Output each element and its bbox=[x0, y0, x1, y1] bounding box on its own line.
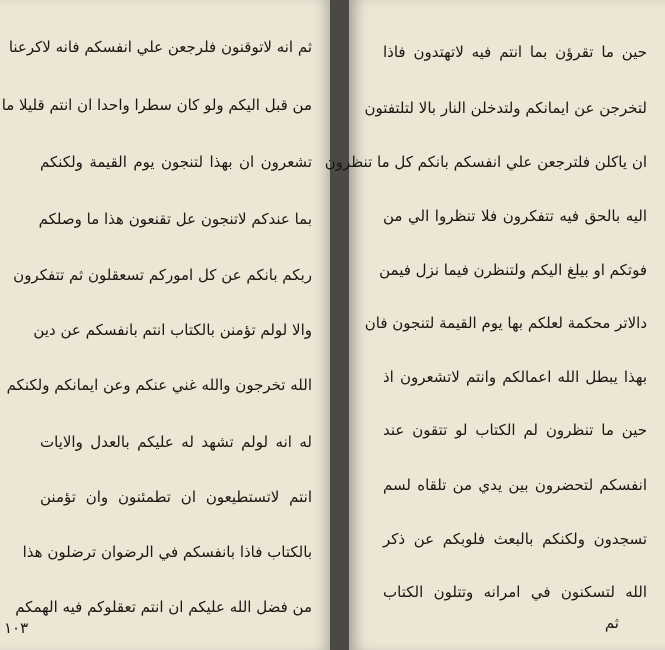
left-text-line: من قبل اليكم ولو كان سطرا واحدا ان انتم قليلا ما bbox=[1, 96, 312, 114]
left-text-line: ربكم بانكم عن كل اموركم تسعقلون ثم تتفكرون bbox=[13, 266, 312, 284]
right-page bbox=[324, 0, 665, 650]
book-gutter bbox=[330, 0, 349, 650]
left-text-line: له انه لولم تشهد له عليكم بالعدل والايات bbox=[40, 433, 312, 451]
left-text-line: بما عندكم لاتنجون عل تقنعون هذا ما وصلكم bbox=[38, 210, 312, 228]
right-text-line: دالاتر محكمة لعلكم بها يوم القيمة لتنجون فان bbox=[364, 314, 647, 332]
right-text-line: اليه بالحق فيه تتفكرون فلا تنظروا الي من bbox=[383, 207, 647, 225]
right-text-line: الله لتسكنون في امرانه وتتلون الكتاب bbox=[383, 583, 647, 601]
right-text-line: تسجدون ولكنكم بالبعث فلوبكم عن ذكر bbox=[383, 530, 647, 548]
left-text-line: انتم لاتستطيعون ان تطمئنون وان تؤمنن bbox=[40, 488, 312, 506]
right-catchword: ثم bbox=[604, 614, 619, 632]
right-text-line: فوتكم او بيلغ اليكم ولتنظرن فيما نزل فيمن bbox=[379, 261, 647, 279]
left-text-line: ثم انه لاتوقنون فلرجعن علي انفسكم فانه لاكرعنا bbox=[8, 38, 312, 56]
left-text-line: من فضل الله عليكم ان انتم تعقلوكم فيه الهمكم bbox=[15, 598, 312, 616]
right-text-line: انفسكم لتحضرون بين يدي من تلقاه لسم bbox=[383, 476, 647, 494]
right-text-line: لتخرجن عن ايمانكم ولتدخلن النار بالا لتلتفتون bbox=[364, 99, 647, 117]
right-text-line: حين ما تقرؤن بما انتم فيه لاتهتدون فاذا bbox=[383, 43, 647, 61]
right-text-line: بهذا يبطل الله اعمالكم وانتم لاتشعرون اذ bbox=[383, 368, 647, 386]
right-text-line: ان ياكلن فلترجعن علي انفسكم بانكم كل ما تنظرون bbox=[324, 153, 647, 171]
left-text-line: الله تخرجون والله غني عنكم وعن ايمانكم ولكنكم bbox=[6, 376, 312, 394]
left-page bbox=[0, 0, 330, 650]
right-text-line: حين ما تنظرون لم الكتاب لو تتقون عند bbox=[383, 421, 647, 439]
page-number: ١٠٣ bbox=[4, 619, 29, 637]
left-text-line: تشعرون ان بهذا لتنجون يوم القيمة ولكنكم bbox=[40, 153, 312, 171]
left-text-line: والا لولم تؤمنن بالكتاب انتم بانفسكم عن دين bbox=[33, 321, 312, 339]
left-text-line: بالكتاب فاذا بانفسكم في الرضوان ترضلون هذا bbox=[22, 543, 312, 561]
